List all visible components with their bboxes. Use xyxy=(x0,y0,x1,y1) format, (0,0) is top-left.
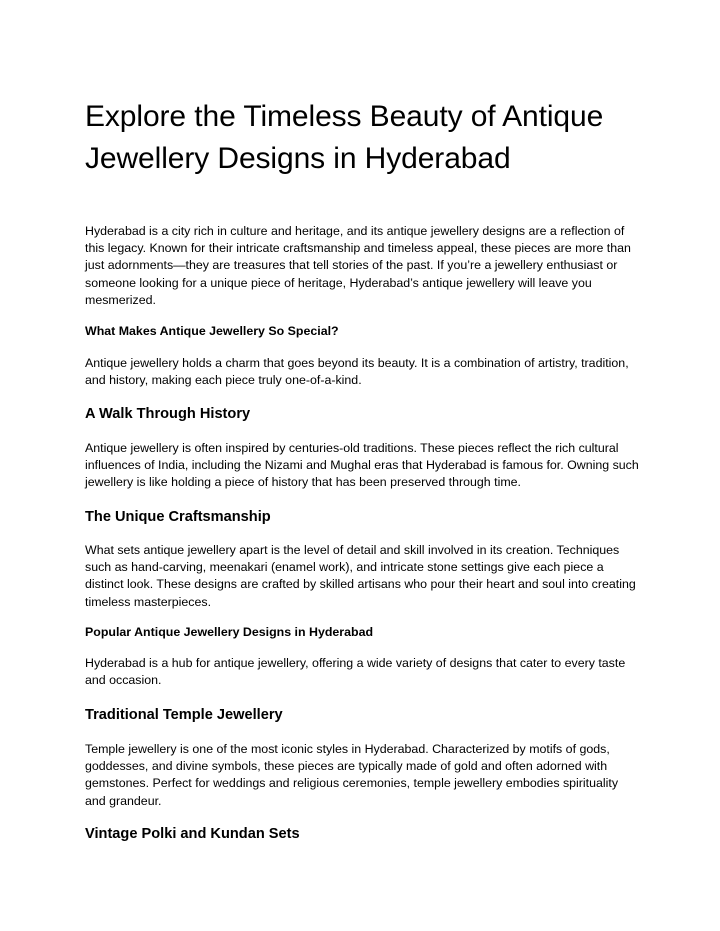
heading-walk-through-history: A Walk Through History xyxy=(85,406,251,422)
intro-paragraph: Hyderabad is a city rich in culture and heritage, and its antique jewellery designs are a reflection of this legacy. Known for their intricate craftsmanship and timeless appeal, these pieces are more than just adornments—they are treasures that tell stories of the past. If you’re a jewellery enthusiast or someone looking for a unique piece of heritage, Hyderabad’s antique jewellery will leave you mesmerized. xyxy=(85,224,631,307)
paragraph-walk-through-history: Antique jewellery is often inspired by centuries-old traditions. These pieces reflect the rich cultural influences of India, including the Nizami and Mughal eras that Hyderabad is famous for. Owning such jewellery is like holding a piece of history that has been preserved through time. xyxy=(85,441,639,490)
page-title: Explore the Timeless Beauty of Antique Jewellery Designs in Hyderabad xyxy=(85,100,604,175)
heading-polki-kundan: Vintage Polki and Kundan Sets xyxy=(85,826,300,842)
heading-popular-designs: Popular Antique Jewellery Designs in Hyderabad xyxy=(85,625,374,639)
heading-what-makes-special: What Makes Antique Jewellery So Special? xyxy=(85,324,339,338)
heading-unique-craftsmanship: The Unique Craftsmanship xyxy=(85,509,271,525)
paragraph-popular-designs: Hyderabad is a hub for antique jewellery, offering a wide variety of designs that cater to every taste and occasion. xyxy=(85,656,626,688)
paragraph-what-makes-special: Antique jewellery holds a charm that goes beyond its beauty. It is a combination of artistry, tradition, and history, making each piece truly one-of-a-kind. xyxy=(85,356,629,388)
paragraph-temple-jewellery: Temple jewellery is one of the most iconic styles in Hyderabad. Characterized by motifs of gods, goddesses, and divine symbols, these pieces are typically made of gold and often adorned with gemstones. Perfect for weddings and religious ceremonies, temple jewellery embodies spirituality and grandeur. xyxy=(85,742,619,808)
heading-temple-jewellery: Traditional Temple Jewellery xyxy=(85,707,283,723)
paragraph-unique-craftsmanship: What sets antique jewellery apart is the level of detail and skill involved in its creation. Techniques such as hand-carving, meenakari (enamel work), and intricate stone settings give each piece a distinct look. These designs are crafted by skilled artisans who pour their heart and soul into creating timeless masterpieces. xyxy=(85,543,636,609)
